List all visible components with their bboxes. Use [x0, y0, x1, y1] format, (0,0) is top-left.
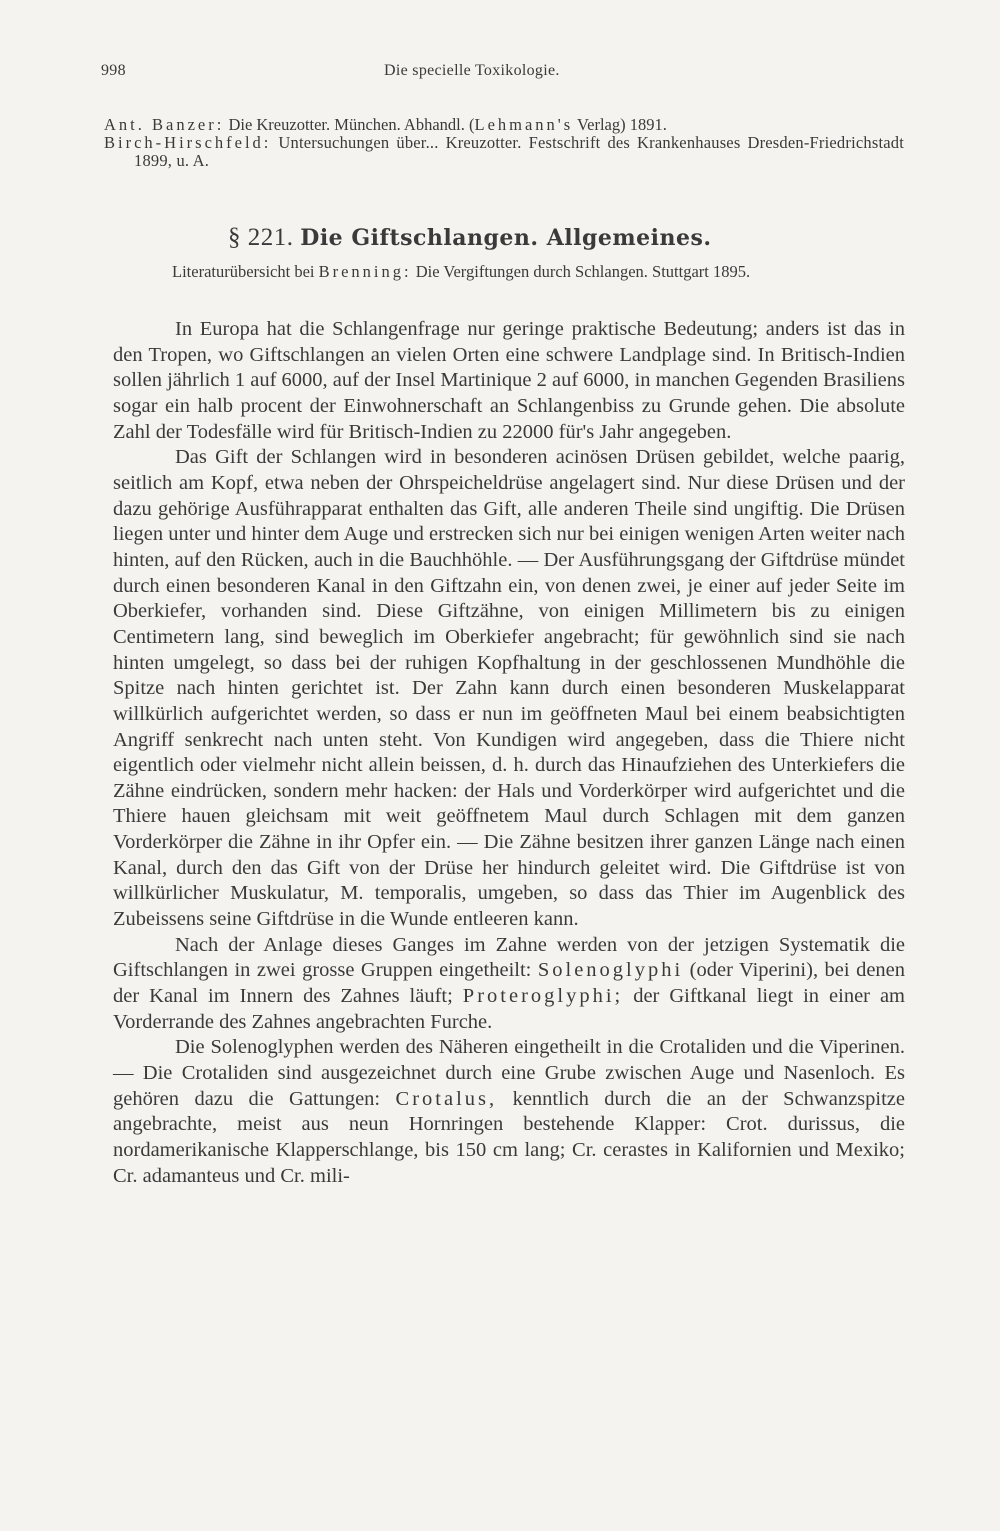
running-head — [101, 62, 911, 86]
paragraph: Das Gift der Schlangen wird in besonderen acinösen Drüsen gebildet, welche paarig, seitlich am Kopf, etwa neben der Ohrspeicheldrüse angelagert sind. Nur diese Drüsen und der dazu gehörige Ausführapparat enthalten das Gift, alle anderen Theile sind ungiftig. Die Drüsen liegen unter und hinter dem Auge und erstrecken sich nur bei einigen wenigen Arten weiter nach hinten, auf den Rücken, auch in die Bauchhöhle. — Der Ausführungsgang der Giftdrüse mündet durch einen besonderen Kanal in den Giftzahn ein, von denen zwei, je einer auf jeder Seite im Oberkiefer, vorhanden sind. Diese Giftzähne, von einigen Millimetern bis zu einigen Centimetern lang, sind beweglich im Oberkiefer angebracht; für gewöhnlich sind sie nach hinten umgelegt, so dass bei der ruhigen Kopfhaltung in der geschlossenen Mundhöhle die Spitze nach hinten gerichtet ist. Der Zahn kann durch einen besonderen Muskelapparat willkürlich aufgerichtet werden, so dass er nun im geöffneten Maul bei einem beabsichtigten Angriff senkrecht nach unten steht. Von Kundigen wird angegeben, dass die Thiere nicht eigentlich oder vielmehr nicht allein beissen, d. h. durch das Hinaufziehen des Unterkiefers die Zähne eindrücken, sondern mehr hacken: der Hals und Vorderkörper wird aufgerichtet und die Thiere hauen gleichsam mit weit geöffnetem Maul durch Schlagen mit dem ganzen Vorderkörper die Zähne in ihr Opfer ein. — Die Zähne besitzen ihrer ganzen Länge nach einen Kanal, durch den das Gift von der Drüse her hindurch geleitet wird. Die Giftdrüse ist von willkürlicher Muskulatur, M. temporalis, umgeben, so dass das Thier im Augenblick des Zubeissens seine Giftdrüse in die Wunde entleeren kann. — [113, 446, 905, 931]
reference-publisher: Lehmann's — [474, 115, 574, 134]
paragraph — [113, 1035, 905, 1189]
reference-item — [104, 134, 904, 170]
paragraph: In Europa hat die Schlangenfrage nur geringe praktische Bedeutung; anders ist das in den Tropen, wo Giftschlangen an vielen Orten eine schwere Landplage sind. In Britisch-Indien sollen jährlich 1 auf 6000, auf der Insel Martinique 2 auf 6000, in manchen Gegenden Brasiliens sogar ein halb procent der Einwohnerschaft an Schlangenbiss zu Grunde gehen. Die absolute Zahl der Todesfälle wird für Britisch-Indien zu 22000 für's Jahr angegeben. — [113, 318, 905, 443]
paragraph-text: Die Solenoglyphen werden des Näheren eingetheilt in die Crotaliden und die Viperinen. — Die Crotaliden sind ausgezeichnet durch eine Grube zwischen Auge und Nasenloch. Es gehören dazu die Gattungen: — [113, 1036, 905, 1110]
paragraph-text: (oder Viperini), bei denen der Kanal im Innern des Zahnes läuft; — [113, 959, 906, 1008]
literature-lead: Literaturübersicht bei — [172, 262, 315, 281]
reference-tail: Verlag) 1891. — [577, 115, 667, 134]
page-number: 998 — [101, 62, 126, 79]
reference-author: Birch-Hirschfeld: — [104, 133, 272, 152]
reference-text: Die Kreuzotter. München. Abhandl. ( — [228, 115, 475, 134]
term-proteroglyphi: Proteroglyphi; — [462, 985, 624, 1008]
literature-note — [112, 262, 904, 282]
body-text — [113, 317, 905, 1189]
reference-author: Ant. Banzer: — [104, 115, 225, 134]
term-crotalus: Crotalus, — [395, 1087, 498, 1110]
section-heading — [228, 224, 788, 252]
reference-item — [104, 116, 904, 134]
term-solenoglyphi: Solenoglyphi — [537, 959, 684, 982]
paragraph — [113, 933, 905, 1036]
literature-author: Brenning: — [318, 262, 412, 281]
running-title: Die specielle Toxikologie. — [384, 62, 560, 79]
reference-text: Untersuchungen über... Kreuzotter. Festschrift des Krankenhauses Dresden-Friedrichstadt 1899, u. A. — [134, 133, 904, 170]
paragraph-text: kenntlich durch die an der Schwanzspitze angebrachte, meist aus neun Hornringen bestehende Klapper: Crot. durissus, die nordamerikanische Klapperschlange, bis 150 cm lang; Cr. cerastes in Kalifornien und Mexiko; Cr. adamanteus und Cr. mili- — [113, 1087, 906, 1187]
paragraph-text: Nach der Anlage dieses Ganges im Zahne werden von der jetzigen Systematik die Giftschlangen in zwei grosse Gruppen eingetheilt: — [113, 933, 905, 982]
literature-text: Die Vergiftungen durch Schlangen. Stuttgart 1895. — [415, 262, 751, 281]
reference-list — [104, 116, 904, 170]
paragraph-text: der Giftkanal liegt in einer am Vorderrande des Zahnes angebrachten Furche. — [113, 985, 905, 1033]
section-title: Die Giftschlangen. Allgemeines. — [300, 225, 712, 251]
section-number: § 221. — [228, 224, 294, 251]
